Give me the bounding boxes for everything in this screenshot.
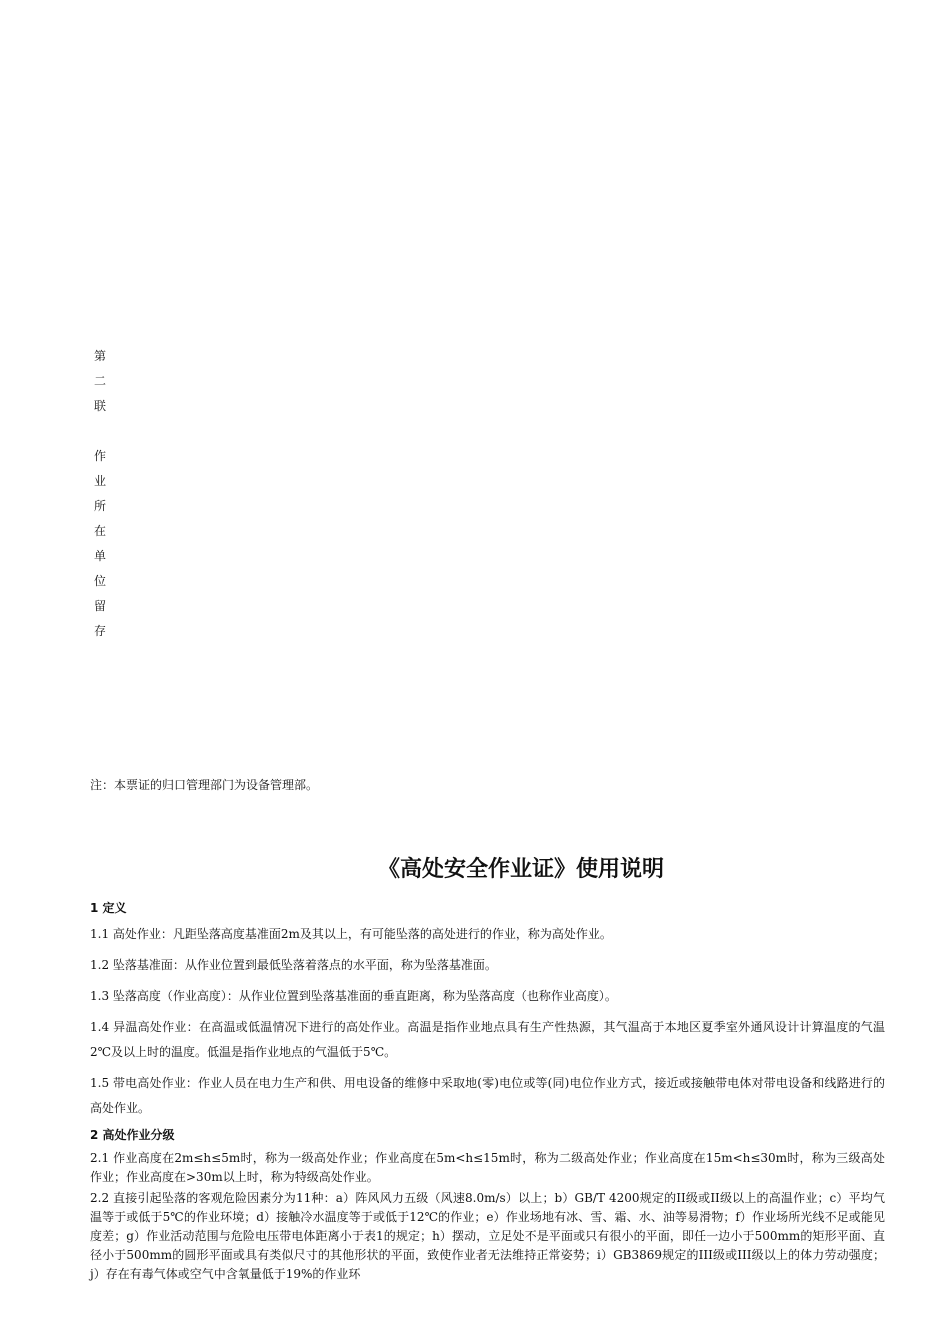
paragraph: 2.2 直接引起坠落的客观危险因素分为11种：a）阵风风力五级（风速8.0m/s）以上；b）GB/T 4200规定的II级或II级以上的高温作业；c）平均气温等于或低于5℃的作业环境；d）接触冷水温度等于或低于12℃的作业；e）作业场地有冰、雪、霜、水、油等易滑物；f）作业场所光线不足或能见度差；g）作业活动范围与危险电压带电体距离小于表1的规定；h）摆动，立足处不是平面或只有很小的平面，即任一边小于500mm的矩形平面、直径小于500mm的圆形平面或具有类似尺寸的其他形状的平面，致使作业者无法维持正常姿势；i）GB3869规定的III级或III级以上的体力劳动强度；j）存在有毒气体或空气中含氧量低于19%的作业环: [90, 1191, 885, 1281]
paragraph: 1.3 坠落高度（作业高度）：从作业位置到坠落基准面的垂直距离，称为坠落高度（也称作业高度）。: [90, 989, 617, 1003]
vertical-char: 位: [93, 574, 106, 588]
document-title: 《高处安全作业证》使用说明: [378, 857, 665, 882]
paragraph: 1.4 异温高处作业：在高温或低温情况下进行的高处作业。高温是指作业地点具有生产性热源，其气温高于本地区夏季室外通风设计计算温度的气温2℃及以上时的温度。低温是指作业地点的气温低于5℃。: [90, 1020, 885, 1059]
section-definitions: [90, 900, 885, 1121]
section-heading: 2 高处作业分级: [90, 1128, 175, 1142]
section-heading: 1 定义: [90, 901, 127, 915]
vertical-char: 二: [93, 374, 106, 388]
paragraph: 2.1 作业高度在2m≤h≤5m时，称为一级高处作业；作业高度在5m<h≤15m时，称为二级高处作业；作业高度在15m<h≤30m时，称为三级高处作业；作业高度在>30m以上时，称为特级高处作业。: [90, 1151, 885, 1184]
vertical-char: 业: [93, 474, 106, 488]
vertical-char: 联: [93, 399, 106, 413]
vertical-char: 在: [93, 524, 106, 538]
vertical-char: 第: [93, 349, 106, 363]
vertical-char: 作: [93, 449, 106, 463]
paragraph: 1.1 高处作业：凡距坠落高度基准面2m及其以上，有可能坠落的高处进行的作业，称为高处作业。: [90, 927, 612, 941]
vertical-char: 留: [93, 599, 106, 613]
footnote: 注：本票证的归口管理部门为设备管理部。: [90, 778, 319, 792]
vertical-copy-label: [90, 350, 110, 650]
paragraph: 1.2 坠落基准面：从作业位置到最低坠落着落点的水平面，称为坠落基准面。: [90, 958, 497, 972]
section-classification: [90, 1127, 885, 1284]
paragraph: 1.5 带电高处作业：作业人员在电力生产和供、用电设备的维修中采取地(零)电位或等(同)电位作业方式，接近或接触带电体对带电设备和线路进行的高处作业。: [90, 1076, 885, 1115]
vertical-char: 存: [93, 624, 106, 638]
vertical-char: 所: [93, 499, 106, 513]
instructions-body: [90, 900, 885, 1286]
vertical-char: 单: [93, 549, 106, 563]
